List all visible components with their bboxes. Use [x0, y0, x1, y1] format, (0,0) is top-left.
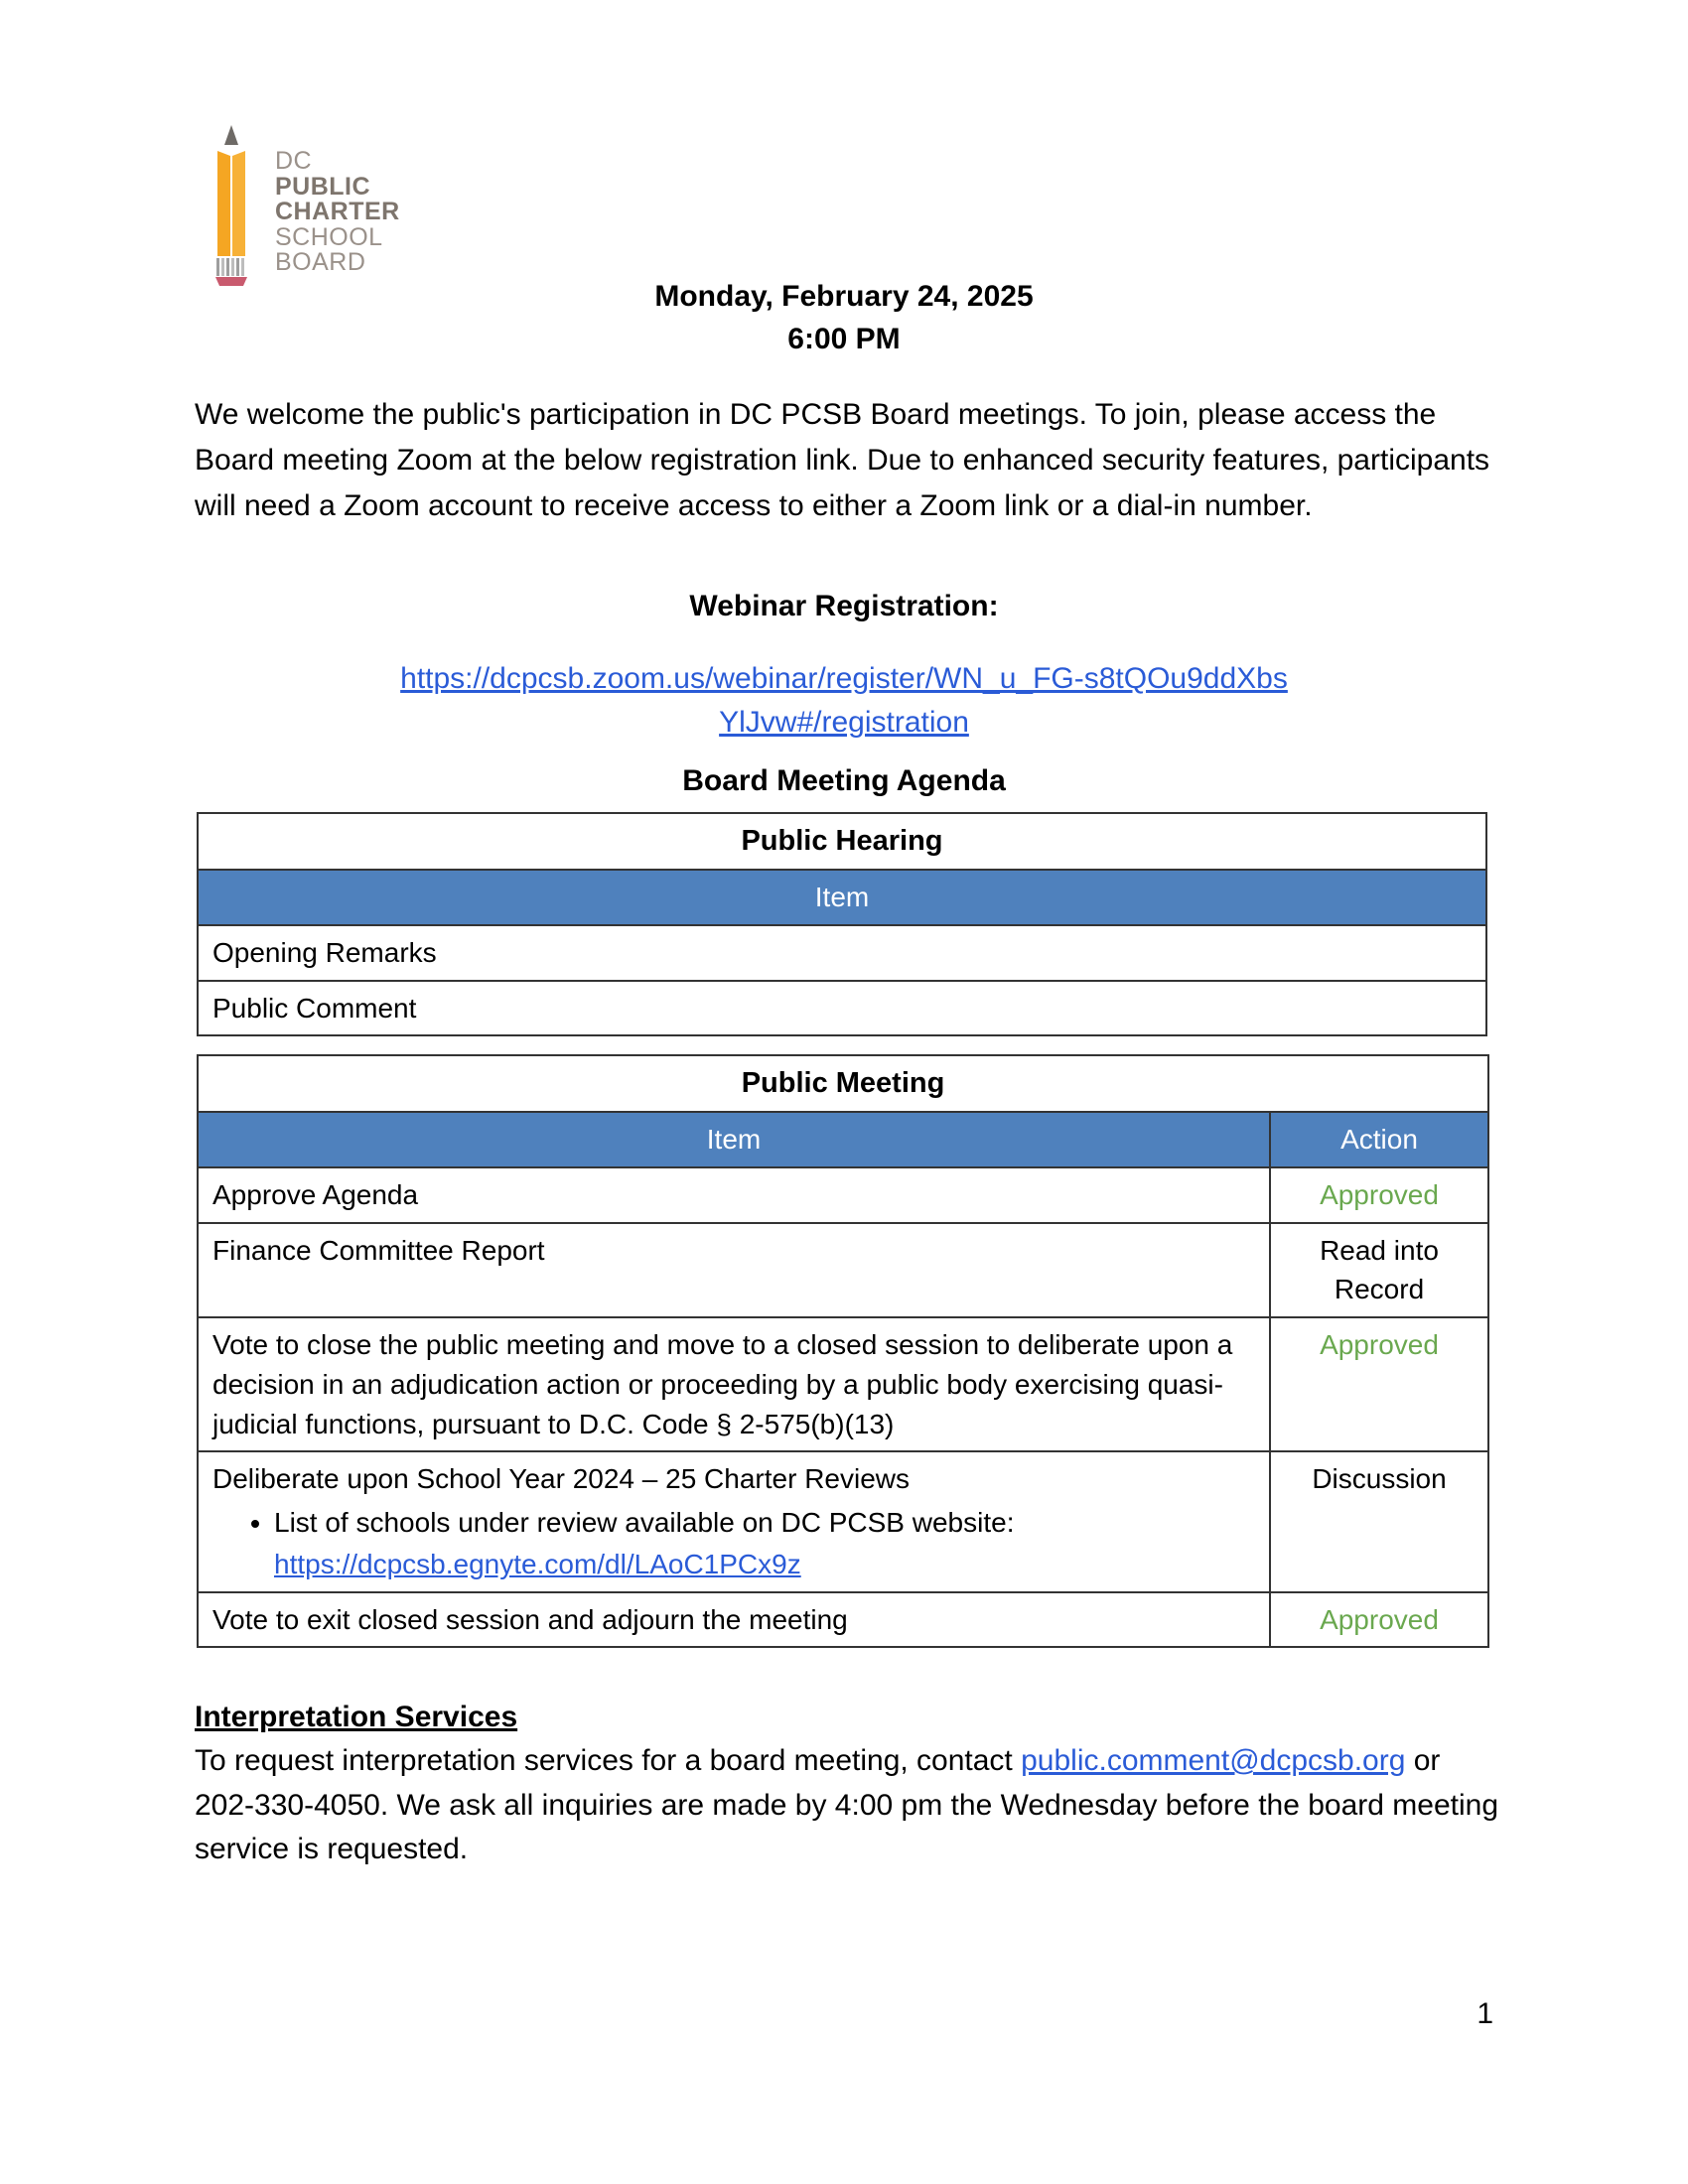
- action-vote-close-public-meeting: Approved: [1270, 1317, 1488, 1451]
- public-hearing-col-item: Item: [198, 870, 1486, 925]
- agenda-heading: Board Meeting Agenda: [682, 764, 1006, 797]
- public-meeting-col-action: Action: [1270, 1112, 1488, 1167]
- meeting-time: 6:00 PM: [787, 322, 901, 355]
- logo-line-public: PUBLIC: [275, 172, 371, 201]
- public-meeting-table: [197, 1054, 1489, 1648]
- interpretation-services-body: [195, 1739, 1505, 1871]
- list-item: [274, 1503, 1255, 1584]
- meeting-date: Monday, February 24, 2025: [654, 280, 1034, 313]
- charter-reviews-text: Deliberate upon School Year 2024 – 25 Charter Reviews: [212, 1463, 911, 1495]
- interpretation-services-title: Interpretation Services: [195, 1701, 518, 1733]
- logo-line-school: SCHOOL: [275, 222, 383, 251]
- public-hearing-table: [197, 812, 1487, 1036]
- item-vote-close-public-meeting: Vote to close the public meeting and move to a closed session to deliberate upon a decision in an adjudication action or proceeding by a public body exercising quasi-judicial functions, pursuant to D.C. Code § 2-575(b)(13): [198, 1317, 1270, 1451]
- webinar-registration-url-wrapper: [397, 657, 1291, 746]
- public-meeting-title: Public Meeting: [198, 1055, 1488, 1112]
- public-hearing-item-public-comment: Public Comment: [198, 981, 1486, 1036]
- logo-line-board: BOARD: [275, 248, 366, 276]
- table-row: [198, 1167, 1488, 1223]
- table-row: [198, 981, 1486, 1036]
- dc-pcsb-logo: [204, 117, 432, 296]
- pencil-icon: [204, 117, 259, 286]
- table-header-row: [198, 1112, 1488, 1167]
- table-header-row: [198, 870, 1486, 925]
- action-approve-agenda: Approved: [1270, 1167, 1488, 1223]
- logo-wordmark: [275, 149, 400, 276]
- interpretation-services-section: [195, 1696, 1505, 1872]
- public-hearing-item-opening-remarks: Opening Remarks: [198, 925, 1486, 981]
- table-row: [198, 1592, 1488, 1648]
- charter-reviews-link[interactable]: https://dcpcsb.egnyte.com/dl/LAoC1PCx9z: [274, 1548, 801, 1579]
- page-number: 1: [1477, 1997, 1493, 2030]
- table-row: [198, 925, 1486, 981]
- action-vote-exit-closed-session: Approved: [1270, 1592, 1488, 1648]
- logo-line-dc: DC: [275, 147, 313, 175]
- public-hearing-title: Public Hearing: [198, 813, 1486, 870]
- item-finance-committee-report: Finance Committee Report: [198, 1223, 1270, 1318]
- table-row: [198, 1317, 1488, 1451]
- webinar-registration-heading: Webinar Registration:: [689, 590, 999, 622]
- intro-paragraph: We welcome the public's participation in DC PCSB Board meetings. To join, please access the Board meeting Zoom at the below registration link. Due to enhanced security features, participants will need a Zoom account to receive access to either a Zoom link or a dial-in number.: [195, 398, 1490, 523]
- interpretation-text-before-email: To request interpretation services for a board meeting, contact: [195, 1744, 1022, 1778]
- logo-line-charter: CHARTER: [275, 198, 400, 225]
- table-title-row: [198, 813, 1486, 870]
- webinar-registration-link[interactable]: https://dcpcsb.zoom.us/webinar/register/WN_u_FG-s8tQOu9ddXbsYlJvw#/registration: [400, 662, 1288, 740]
- table-title-row: [198, 1055, 1488, 1112]
- item-approve-agenda: Approve Agenda: [198, 1167, 1270, 1223]
- page-title: [0, 276, 1688, 360]
- charter-reviews-bullet-text: List of schools under review available on DC PCSB website:: [274, 1507, 1015, 1539]
- action-deliberate-charter-reviews: Discussion: [1270, 1451, 1488, 1591]
- action-finance-committee-report: Read into Record: [1270, 1223, 1488, 1318]
- interpretation-text-after-email: or 202-330-4050. We ask all inquiries are made by 4:00 pm the Wednesday before the board meeting service is requested.: [195, 1744, 1499, 1866]
- table-row: [198, 1223, 1488, 1318]
- public-meeting-col-item: Item: [198, 1112, 1270, 1167]
- interpretation-email-link[interactable]: public.comment@dcpcsb.org: [1021, 1744, 1406, 1778]
- charter-reviews-bullet-list: [212, 1503, 1255, 1584]
- item-vote-exit-closed-session: Vote to exit closed session and adjourn the meeting: [198, 1592, 1270, 1648]
- table-row: [198, 1451, 1488, 1591]
- item-deliberate-charter-reviews: [198, 1451, 1270, 1591]
